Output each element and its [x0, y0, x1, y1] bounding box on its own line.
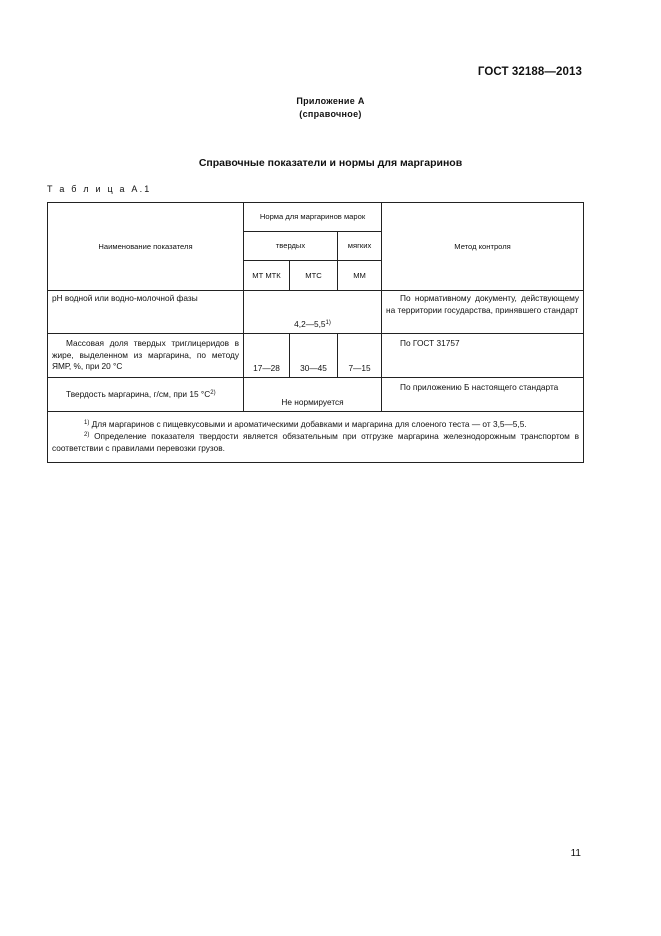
row-1-value-text: 4,2—5,5	[294, 318, 326, 329]
appendix-note: (справочное)	[299, 109, 362, 119]
reference-table	[47, 202, 584, 463]
footnote-mark-2: 2)	[210, 389, 216, 396]
footnote-mark-1: 1)	[325, 319, 331, 326]
row-2-value-mts: 30—45	[290, 334, 338, 378]
footnotes-row	[48, 412, 584, 463]
footnotes	[48, 412, 584, 463]
document-title: Справочные показатели и нормы для маргаринов	[198, 157, 463, 169]
table-row	[48, 291, 584, 334]
header-control-method: Метод контроля	[382, 203, 584, 291]
row-3-name	[48, 378, 244, 412]
appendix-title: Приложение А	[296, 96, 365, 106]
header-norm-group: Норма для маргаринов марок	[244, 203, 382, 232]
row-2-value-mm: 7—15	[338, 334, 382, 378]
appendix-heading	[0, 95, 661, 121]
footnote-2	[52, 430, 579, 454]
header-hard: твердых	[244, 232, 338, 261]
row-3-value: Не нормируется	[244, 378, 382, 412]
header-brand-mt-mtk: МТ МТК	[244, 261, 290, 291]
row-3-name-text: Твердость маргарина, г/см, при 15 °С	[66, 388, 211, 399]
page-number: 11	[570, 848, 581, 859]
table-label: Т а б л и ц а А.1	[47, 184, 152, 194]
header-soft: мягких	[338, 232, 382, 261]
table-row	[48, 378, 584, 412]
row-1-method: По нормативному документу, действующему на территории государства, принявшего стандарт	[382, 291, 584, 334]
footnote-1	[52, 418, 579, 430]
header-indicator-name: Наименование показателя	[48, 203, 244, 291]
row-2-value-mt-mtk: 17—28	[244, 334, 290, 378]
footnote-1-mark: 1)	[84, 420, 90, 426]
table-row	[48, 334, 584, 378]
row-2-method: По ГОСТ 31757	[382, 334, 584, 378]
row-1-name: рН водной или водно-молочной фазы	[48, 291, 244, 334]
row-2-name: Массовая доля твердых триглицеридов в жире, выделенном из маргарина, по методу ЯМР, %, при 20 °С	[48, 334, 244, 378]
footnote-2-mark: 2)	[84, 432, 90, 438]
footnote-1-text: Для маргаринов с пищевкусовыми и ароматическими добавками и маргарина для слоеного теста — от 3,5—5,5.	[89, 419, 527, 429]
standard-number: ГОСТ 32188—2013	[477, 66, 582, 78]
footnote-2-text: Определение показателя твердости является обязательным при отгрузке маргарина железнодорожным транспортом в соответствии с правилами перевозки грузов.	[52, 431, 580, 453]
header-brand-mm: ММ	[338, 261, 382, 291]
row-1-value	[244, 291, 382, 334]
header-brand-mts: МТС	[290, 261, 338, 291]
row-3-method: По приложению Б настоящего стандарта	[382, 378, 584, 412]
